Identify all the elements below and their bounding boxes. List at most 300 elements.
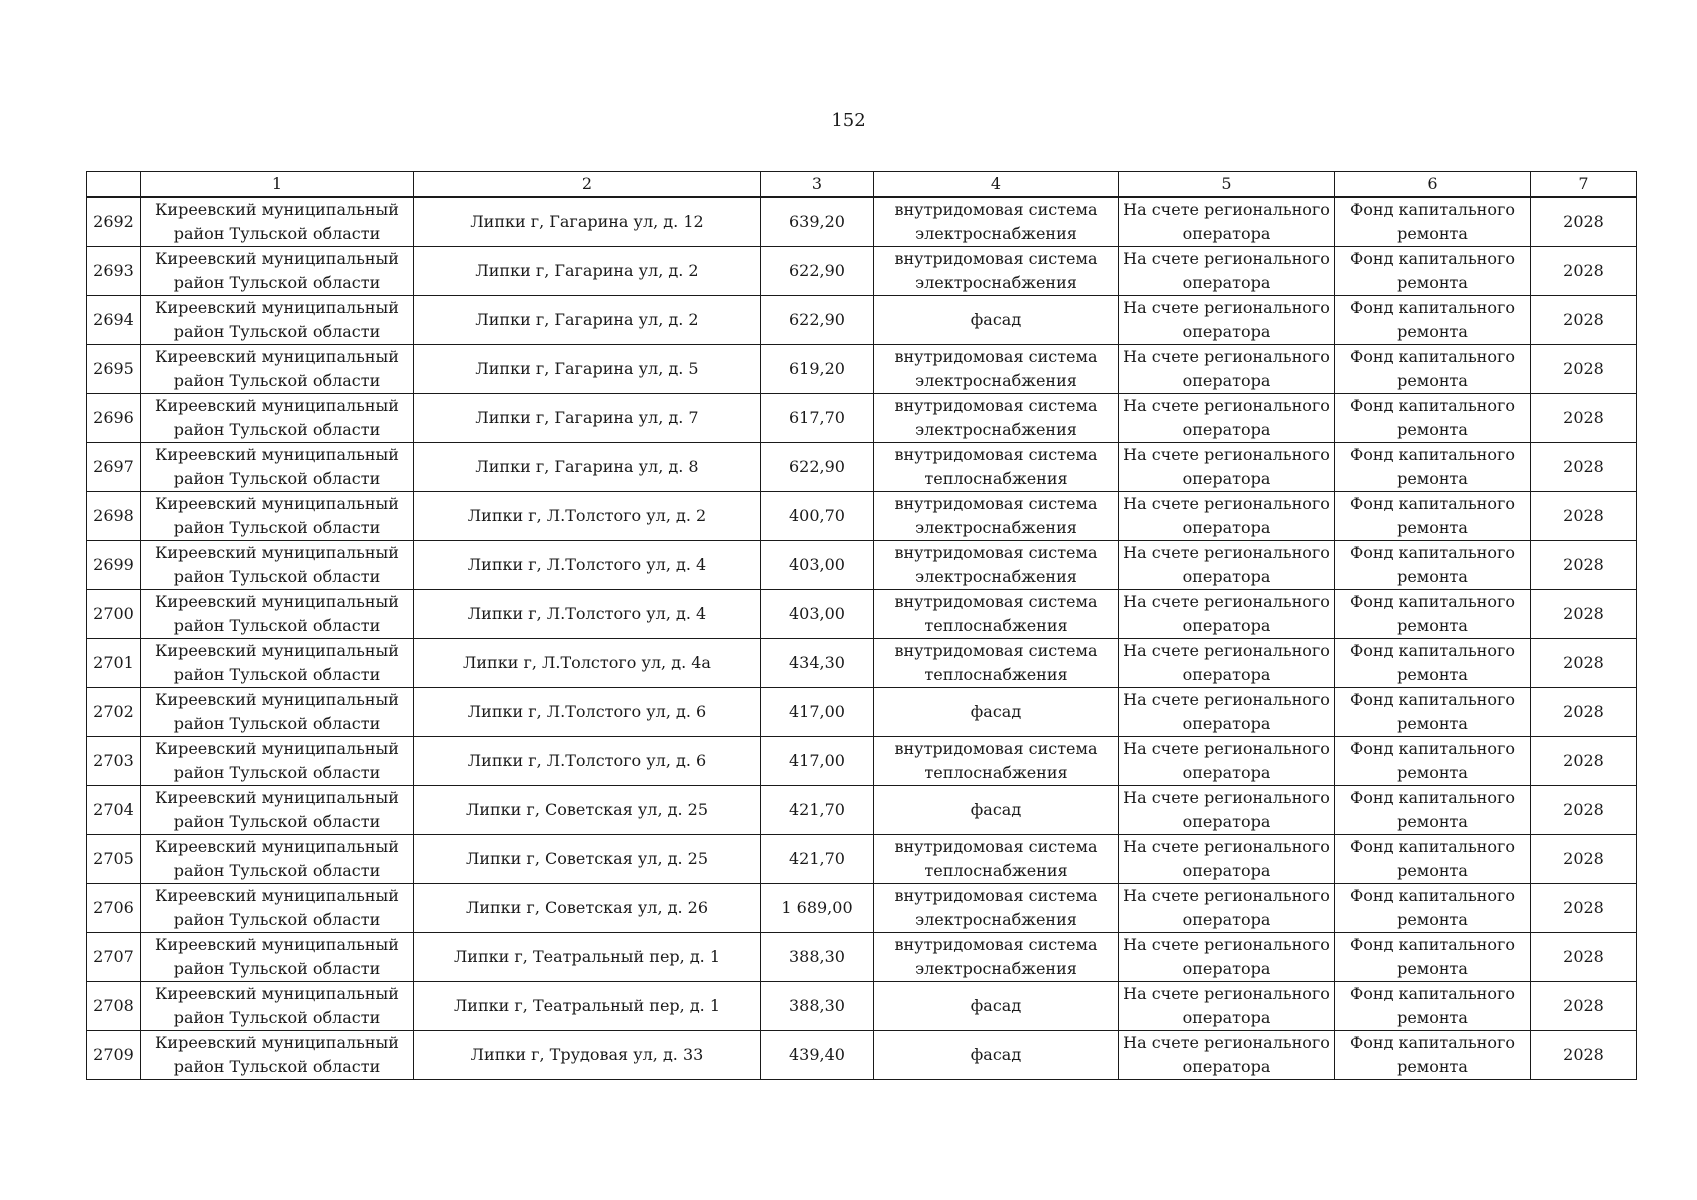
table-row bbox=[87, 345, 1637, 394]
cell-fund-account bbox=[1119, 492, 1335, 541]
column-header-index bbox=[87, 172, 141, 198]
cell-fund-account-text: На счете регионального оператора bbox=[1123, 641, 1330, 684]
cell-row-number bbox=[87, 884, 141, 933]
cell-fund-account-text: На счете регионального оператора bbox=[1123, 298, 1330, 341]
cell-year-text: 2028 bbox=[1563, 408, 1604, 427]
cell-address bbox=[414, 394, 761, 443]
cell-year bbox=[1531, 590, 1637, 639]
cell-year bbox=[1531, 1031, 1637, 1080]
cell-fund-account bbox=[1119, 737, 1335, 786]
cell-row-number-text: 2705 bbox=[93, 849, 134, 868]
cell-fund-source-text: Фонд капитального ремонта bbox=[1350, 886, 1515, 929]
cell-year-text: 2028 bbox=[1563, 653, 1604, 672]
cell-fund-source bbox=[1335, 786, 1531, 835]
cell-work-type-text: внутридомовая система электроснабжения bbox=[894, 396, 1098, 439]
cell-address-text: Липки г, Советская ул, д. 26 bbox=[466, 898, 708, 917]
cell-address bbox=[414, 933, 761, 982]
table-row bbox=[87, 737, 1637, 786]
cell-area bbox=[761, 737, 874, 786]
cell-year-text: 2028 bbox=[1563, 310, 1604, 329]
cell-fund-account-text: На счете регионального оператора bbox=[1123, 543, 1330, 586]
cell-fund-source-text: Фонд капитального ремонта bbox=[1350, 837, 1515, 880]
cell-municipality-text: Киреевский муниципальный район Тульской области bbox=[155, 788, 399, 831]
cell-row-number-text: 2700 bbox=[93, 604, 134, 623]
cell-fund-account-text: На счете регионального оператора bbox=[1123, 886, 1330, 929]
cell-area-text: 403,00 bbox=[789, 604, 845, 623]
table-row bbox=[87, 394, 1637, 443]
cell-fund-source bbox=[1335, 197, 1531, 247]
cell-work-type bbox=[874, 982, 1119, 1031]
table-row bbox=[87, 786, 1637, 835]
cell-municipality bbox=[141, 197, 414, 247]
cell-area bbox=[761, 345, 874, 394]
cell-fund-source-text: Фонд капитального ремонта bbox=[1350, 249, 1515, 292]
cell-year bbox=[1531, 933, 1637, 982]
cell-fund-source bbox=[1335, 492, 1531, 541]
cell-area-text: 617,70 bbox=[789, 408, 845, 427]
cell-work-type bbox=[874, 590, 1119, 639]
cell-area-text: 639,20 bbox=[789, 212, 845, 231]
table-row bbox=[87, 590, 1637, 639]
cell-municipality-text: Киреевский муниципальный район Тульской области bbox=[155, 445, 399, 488]
cell-address bbox=[414, 443, 761, 492]
cell-fund-source bbox=[1335, 394, 1531, 443]
cell-area bbox=[761, 835, 874, 884]
page-number: 152 bbox=[831, 110, 866, 131]
cell-work-type-text: внутридомовая система теплоснабжения bbox=[894, 592, 1098, 635]
cell-work-type-text: внутридомовая система теплоснабжения bbox=[894, 445, 1098, 488]
cell-address bbox=[414, 296, 761, 345]
cell-fund-account bbox=[1119, 982, 1335, 1031]
table-row bbox=[87, 982, 1637, 1031]
cell-fund-source bbox=[1335, 1031, 1531, 1080]
cell-fund-source-text: Фонд капитального ремонта bbox=[1350, 641, 1515, 684]
cell-fund-account-text: На счете регионального оператора bbox=[1123, 396, 1330, 439]
cell-area bbox=[761, 492, 874, 541]
cell-fund-source-text: Фонд капитального ремонта bbox=[1350, 543, 1515, 586]
cell-row-number-text: 2702 bbox=[93, 702, 134, 721]
table-row bbox=[87, 541, 1637, 590]
cell-address bbox=[414, 688, 761, 737]
cell-address-text: Липки г, Л.Толстого ул, д. 4 bbox=[467, 604, 707, 623]
cell-fund-account bbox=[1119, 786, 1335, 835]
cell-fund-source-text: Фонд капитального ремонта bbox=[1350, 935, 1515, 978]
cell-address bbox=[414, 590, 761, 639]
cell-fund-source bbox=[1335, 296, 1531, 345]
cell-fund-account-text: На счете регионального оператора bbox=[1123, 445, 1330, 488]
cell-row-number-text: 2704 bbox=[93, 800, 134, 819]
column-header-3: 3 bbox=[761, 172, 874, 198]
cell-area bbox=[761, 786, 874, 835]
cell-address-text: Липки г, Л.Толстого ул, д. 4а bbox=[463, 653, 711, 672]
cell-municipality-text: Киреевский муниципальный район Тульской области bbox=[155, 347, 399, 390]
cell-year-text: 2028 bbox=[1563, 506, 1604, 525]
cell-fund-account-text: На счете регионального оператора bbox=[1123, 788, 1330, 831]
cell-municipality-text: Киреевский муниципальный район Тульской области bbox=[155, 935, 399, 978]
cell-work-type-text: внутридомовая система электроснабжения bbox=[894, 886, 1098, 929]
cell-fund-source-text: Фонд капитального ремонта bbox=[1350, 690, 1515, 733]
column-header-4: 4 bbox=[874, 172, 1119, 198]
cell-work-type bbox=[874, 688, 1119, 737]
cell-municipality bbox=[141, 933, 414, 982]
cell-area-text: 439,40 bbox=[789, 1045, 845, 1064]
cell-row-number bbox=[87, 590, 141, 639]
cell-fund-account-text: На счете регионального оператора bbox=[1123, 935, 1330, 978]
cell-fund-account-text: На счете регионального оператора bbox=[1123, 984, 1330, 1027]
cell-fund-account bbox=[1119, 1031, 1335, 1080]
cell-fund-account bbox=[1119, 296, 1335, 345]
cell-municipality-text: Киреевский муниципальный район Тульской области bbox=[155, 690, 399, 733]
cell-address bbox=[414, 1031, 761, 1080]
cell-row-number-text: 2707 bbox=[93, 947, 134, 966]
cell-fund-source-text: Фонд капитального ремонта bbox=[1350, 200, 1515, 243]
cell-year-text: 2028 bbox=[1563, 996, 1604, 1015]
cell-municipality-text: Киреевский муниципальный район Тульской области bbox=[155, 984, 399, 1027]
cell-municipality bbox=[141, 639, 414, 688]
cell-address-text: Липки г, Гагарина ул, д. 12 bbox=[470, 212, 704, 231]
cell-year bbox=[1531, 982, 1637, 1031]
cell-fund-source-text: Фонд капитального ремонта bbox=[1350, 739, 1515, 782]
cell-fund-source-text: Фонд капитального ремонта bbox=[1350, 1033, 1515, 1076]
cell-area bbox=[761, 247, 874, 296]
cell-fund-account bbox=[1119, 639, 1335, 688]
cell-fund-source-text: Фонд капитального ремонта bbox=[1350, 445, 1515, 488]
column-header-5: 5 bbox=[1119, 172, 1335, 198]
cell-address-text: Липки г, Гагарина ул, д. 2 bbox=[475, 310, 699, 329]
cell-address-text: Липки г, Гагарина ул, д. 2 bbox=[475, 261, 699, 280]
cell-fund-account-text: На счете регионального оператора bbox=[1123, 592, 1330, 635]
cell-work-type bbox=[874, 737, 1119, 786]
cell-work-type bbox=[874, 296, 1119, 345]
cell-fund-source-text: Фонд капитального ремонта bbox=[1350, 494, 1515, 537]
cell-fund-source bbox=[1335, 737, 1531, 786]
cell-fund-source bbox=[1335, 639, 1531, 688]
cell-area-text: 434,30 bbox=[789, 653, 845, 672]
cell-area-text: 388,30 bbox=[789, 947, 845, 966]
table-body bbox=[87, 197, 1637, 1080]
cell-fund-account-text: На счете регионального оператора bbox=[1123, 690, 1330, 733]
cell-address-text: Липки г, Л.Толстого ул, д. 2 bbox=[467, 506, 707, 525]
cell-fund-account bbox=[1119, 884, 1335, 933]
cell-year bbox=[1531, 786, 1637, 835]
cell-year-text: 2028 bbox=[1563, 849, 1604, 868]
cell-year bbox=[1531, 737, 1637, 786]
cell-fund-account bbox=[1119, 345, 1335, 394]
cell-fund-source bbox=[1335, 933, 1531, 982]
cell-row-number bbox=[87, 541, 141, 590]
cell-area bbox=[761, 688, 874, 737]
cell-year-text: 2028 bbox=[1563, 1045, 1604, 1064]
cell-fund-account bbox=[1119, 247, 1335, 296]
cell-address bbox=[414, 786, 761, 835]
cell-work-type bbox=[874, 443, 1119, 492]
cell-area-text: 421,70 bbox=[789, 849, 845, 868]
cell-municipality bbox=[141, 247, 414, 296]
cell-year bbox=[1531, 197, 1637, 247]
cell-fund-source bbox=[1335, 443, 1531, 492]
cell-work-type bbox=[874, 835, 1119, 884]
cell-year bbox=[1531, 688, 1637, 737]
cell-year-text: 2028 bbox=[1563, 261, 1604, 280]
cell-area-text: 622,90 bbox=[789, 457, 845, 476]
cell-row-number-text: 2701 bbox=[93, 653, 134, 672]
cell-row-number bbox=[87, 394, 141, 443]
table-row bbox=[87, 835, 1637, 884]
cell-address bbox=[414, 197, 761, 247]
cell-municipality bbox=[141, 982, 414, 1031]
cell-year-text: 2028 bbox=[1563, 212, 1604, 231]
cell-year bbox=[1531, 541, 1637, 590]
table-row bbox=[87, 884, 1637, 933]
cell-row-number bbox=[87, 492, 141, 541]
cell-work-type-text: фасад bbox=[970, 702, 1022, 721]
cell-address bbox=[414, 345, 761, 394]
cell-row-number-text: 2696 bbox=[93, 408, 134, 427]
cell-address bbox=[414, 884, 761, 933]
cell-work-type bbox=[874, 345, 1119, 394]
cell-municipality bbox=[141, 786, 414, 835]
cell-area-text: 400,70 bbox=[789, 506, 845, 525]
cell-row-number-text: 2695 bbox=[93, 359, 134, 378]
cell-municipality bbox=[141, 296, 414, 345]
cell-fund-account bbox=[1119, 443, 1335, 492]
table-row bbox=[87, 197, 1637, 247]
cell-row-number bbox=[87, 443, 141, 492]
column-header-1: 1 bbox=[141, 172, 414, 198]
cell-municipality-text: Киреевский муниципальный район Тульской области bbox=[155, 592, 399, 635]
cell-fund-account bbox=[1119, 394, 1335, 443]
cell-address bbox=[414, 835, 761, 884]
cell-fund-account-text: На счете регионального оператора bbox=[1123, 249, 1330, 292]
cell-fund-source bbox=[1335, 884, 1531, 933]
cell-municipality-text: Киреевский муниципальный район Тульской области bbox=[155, 494, 399, 537]
repair-registry-table bbox=[86, 171, 1637, 1080]
cell-fund-account bbox=[1119, 541, 1335, 590]
cell-municipality bbox=[141, 345, 414, 394]
cell-municipality bbox=[141, 541, 414, 590]
table-row bbox=[87, 688, 1637, 737]
column-header-7: 7 bbox=[1531, 172, 1637, 198]
cell-row-number-text: 2708 bbox=[93, 996, 134, 1015]
cell-year-text: 2028 bbox=[1563, 800, 1604, 819]
header-row bbox=[87, 172, 1637, 198]
cell-row-number-text: 2692 bbox=[93, 212, 134, 231]
cell-fund-source bbox=[1335, 345, 1531, 394]
cell-work-type-text: внутридомовая система электроснабжения bbox=[894, 249, 1098, 292]
cell-row-number bbox=[87, 933, 141, 982]
cell-row-number bbox=[87, 345, 141, 394]
cell-work-type-text: внутридомовая система электроснабжения bbox=[894, 543, 1098, 586]
cell-fund-source-text: Фонд капитального ремонта bbox=[1350, 592, 1515, 635]
cell-fund-source-text: Фонд капитального ремонта bbox=[1350, 984, 1515, 1027]
table-row bbox=[87, 639, 1637, 688]
cell-area bbox=[761, 590, 874, 639]
cell-row-number bbox=[87, 835, 141, 884]
cell-year bbox=[1531, 394, 1637, 443]
cell-row-number bbox=[87, 786, 141, 835]
cell-row-number bbox=[87, 688, 141, 737]
cell-fund-source-text: Фонд капитального ремонта bbox=[1350, 347, 1515, 390]
cell-area bbox=[761, 296, 874, 345]
cell-municipality-text: Киреевский муниципальный район Тульской области bbox=[155, 837, 399, 880]
column-header-6: 6 bbox=[1335, 172, 1531, 198]
cell-municipality bbox=[141, 590, 414, 639]
cell-fund-account-text: На счете регионального оператора bbox=[1123, 1033, 1330, 1076]
cell-year-text: 2028 bbox=[1563, 898, 1604, 917]
cell-work-type bbox=[874, 247, 1119, 296]
cell-fund-source-text: Фонд капитального ремонта bbox=[1350, 396, 1515, 439]
cell-work-type-text: внутридомовая система электроснабжения bbox=[894, 494, 1098, 537]
cell-municipality bbox=[141, 688, 414, 737]
cell-municipality bbox=[141, 492, 414, 541]
cell-work-type-text: внутридомовая система электроснабжения bbox=[894, 935, 1098, 978]
cell-row-number bbox=[87, 296, 141, 345]
cell-address bbox=[414, 737, 761, 786]
cell-work-type-text: внутридомовая система электроснабжения bbox=[894, 347, 1098, 390]
cell-year bbox=[1531, 345, 1637, 394]
cell-fund-source-text: Фонд капитального ремонта bbox=[1350, 298, 1515, 341]
cell-work-type bbox=[874, 933, 1119, 982]
column-header-2: 2 bbox=[414, 172, 761, 198]
cell-row-number bbox=[87, 982, 141, 1031]
cell-row-number bbox=[87, 639, 141, 688]
cell-municipality-text: Киреевский муниципальный район Тульской области bbox=[155, 739, 399, 782]
cell-fund-source bbox=[1335, 541, 1531, 590]
cell-area bbox=[761, 639, 874, 688]
cell-work-type bbox=[874, 786, 1119, 835]
cell-row-number bbox=[87, 247, 141, 296]
cell-area-text: 619,20 bbox=[789, 359, 845, 378]
cell-address bbox=[414, 492, 761, 541]
cell-area-text: 622,90 bbox=[789, 261, 845, 280]
cell-year-text: 2028 bbox=[1563, 702, 1604, 721]
cell-work-type bbox=[874, 492, 1119, 541]
cell-work-type bbox=[874, 639, 1119, 688]
cell-address bbox=[414, 982, 761, 1031]
cell-address-text: Липки г, Трудовая ул, д. 33 bbox=[470, 1045, 704, 1064]
cell-row-number bbox=[87, 1031, 141, 1080]
cell-row-number-text: 2709 bbox=[93, 1045, 134, 1064]
cell-municipality-text: Киреевский муниципальный район Тульской области bbox=[155, 249, 399, 292]
cell-year bbox=[1531, 835, 1637, 884]
cell-year bbox=[1531, 884, 1637, 933]
table-row bbox=[87, 1031, 1637, 1080]
cell-year-text: 2028 bbox=[1563, 359, 1604, 378]
cell-address bbox=[414, 639, 761, 688]
cell-fund-source bbox=[1335, 835, 1531, 884]
cell-work-type bbox=[874, 197, 1119, 247]
cell-area bbox=[761, 982, 874, 1031]
cell-address-text: Липки г, Л.Толстого ул, д. 4 bbox=[467, 555, 707, 574]
cell-year-text: 2028 bbox=[1563, 457, 1604, 476]
cell-address bbox=[414, 247, 761, 296]
cell-address-text: Липки г, Л.Толстого ул, д. 6 bbox=[467, 751, 707, 770]
cell-area-text: 388,30 bbox=[789, 996, 845, 1015]
cell-work-type bbox=[874, 884, 1119, 933]
cell-year-text: 2028 bbox=[1563, 947, 1604, 966]
cell-area bbox=[761, 884, 874, 933]
cell-area-text: 622,90 bbox=[789, 310, 845, 329]
cell-fund-account-text: На счете регионального оператора bbox=[1123, 837, 1330, 880]
table-row bbox=[87, 933, 1637, 982]
cell-row-number-text: 2703 bbox=[93, 751, 134, 770]
cell-municipality-text: Киреевский муниципальный район Тульской области bbox=[155, 1033, 399, 1076]
cell-work-type-text: внутридомовая система теплоснабжения bbox=[894, 837, 1098, 880]
cell-area bbox=[761, 541, 874, 590]
cell-area-text: 1 689,00 bbox=[781, 898, 853, 917]
cell-municipality bbox=[141, 884, 414, 933]
cell-fund-account-text: На счете регионального оператора bbox=[1123, 200, 1330, 243]
cell-work-type-text: фасад bbox=[970, 800, 1022, 819]
cell-row-number-text: 2694 bbox=[93, 310, 134, 329]
cell-area-text: 403,00 bbox=[789, 555, 845, 574]
cell-row-number-text: 2697 bbox=[93, 457, 134, 476]
cell-area bbox=[761, 443, 874, 492]
cell-row-number-text: 2693 bbox=[93, 261, 134, 280]
cell-fund-source-text: Фонд капитального ремонта bbox=[1350, 788, 1515, 831]
table-row bbox=[87, 296, 1637, 345]
cell-municipality bbox=[141, 737, 414, 786]
cell-year-text: 2028 bbox=[1563, 555, 1604, 574]
cell-area-text: 417,00 bbox=[789, 702, 845, 721]
cell-row-number bbox=[87, 197, 141, 247]
cell-municipality-text: Киреевский муниципальный район Тульской области bbox=[155, 641, 399, 684]
cell-address-text: Липки г, Гагарина ул, д. 5 bbox=[475, 359, 699, 378]
cell-area bbox=[761, 197, 874, 247]
cell-year bbox=[1531, 492, 1637, 541]
table-row bbox=[87, 443, 1637, 492]
cell-fund-source bbox=[1335, 982, 1531, 1031]
cell-fund-account-text: На счете регионального оператора bbox=[1123, 739, 1330, 782]
cell-year bbox=[1531, 443, 1637, 492]
cell-year bbox=[1531, 639, 1637, 688]
cell-work-type-text: фасад bbox=[970, 996, 1022, 1015]
cell-year-text: 2028 bbox=[1563, 604, 1604, 623]
cell-address-text: Липки г, Гагарина ул, д. 7 bbox=[475, 408, 699, 427]
table-row bbox=[87, 247, 1637, 296]
cell-address-text: Липки г, Советская ул, д. 25 bbox=[466, 849, 708, 868]
cell-municipality bbox=[141, 1031, 414, 1080]
cell-work-type-text: фасад bbox=[970, 1045, 1022, 1064]
cell-work-type bbox=[874, 1031, 1119, 1080]
cell-work-type bbox=[874, 541, 1119, 590]
cell-row-number-text: 2698 bbox=[93, 506, 134, 525]
cell-municipality-text: Киреевский муниципальный район Тульской области bbox=[155, 543, 399, 586]
cell-row-number bbox=[87, 737, 141, 786]
cell-municipality bbox=[141, 443, 414, 492]
cell-municipality-text: Киреевский муниципальный район Тульской области bbox=[155, 396, 399, 439]
cell-fund-source bbox=[1335, 590, 1531, 639]
cell-municipality bbox=[141, 835, 414, 884]
cell-address-text: Липки г, Гагарина ул, д. 8 bbox=[475, 457, 699, 476]
cell-fund-source bbox=[1335, 688, 1531, 737]
cell-work-type-text: внутридомовая система теплоснабжения bbox=[894, 641, 1098, 684]
cell-municipality-text: Киреевский муниципальный район Тульской области bbox=[155, 886, 399, 929]
cell-work-type-text: внутридомовая система электроснабжения bbox=[894, 200, 1098, 243]
cell-fund-account bbox=[1119, 933, 1335, 982]
cell-fund-account-text: На счете регионального оператора bbox=[1123, 494, 1330, 537]
cell-address-text: Липки г, Театральный пер, д. 1 bbox=[453, 947, 721, 966]
cell-fund-account-text: На счете регионального оператора bbox=[1123, 347, 1330, 390]
cell-area bbox=[761, 1031, 874, 1080]
cell-address-text: Липки г, Театральный пер, д. 1 bbox=[453, 996, 721, 1015]
cell-area bbox=[761, 933, 874, 982]
cell-year-text: 2028 bbox=[1563, 751, 1604, 770]
cell-municipality-text: Киреевский муниципальный район Тульской области bbox=[155, 298, 399, 341]
table-row bbox=[87, 492, 1637, 541]
cell-work-type bbox=[874, 394, 1119, 443]
cell-work-type-text: внутридомовая система теплоснабжения bbox=[894, 739, 1098, 782]
